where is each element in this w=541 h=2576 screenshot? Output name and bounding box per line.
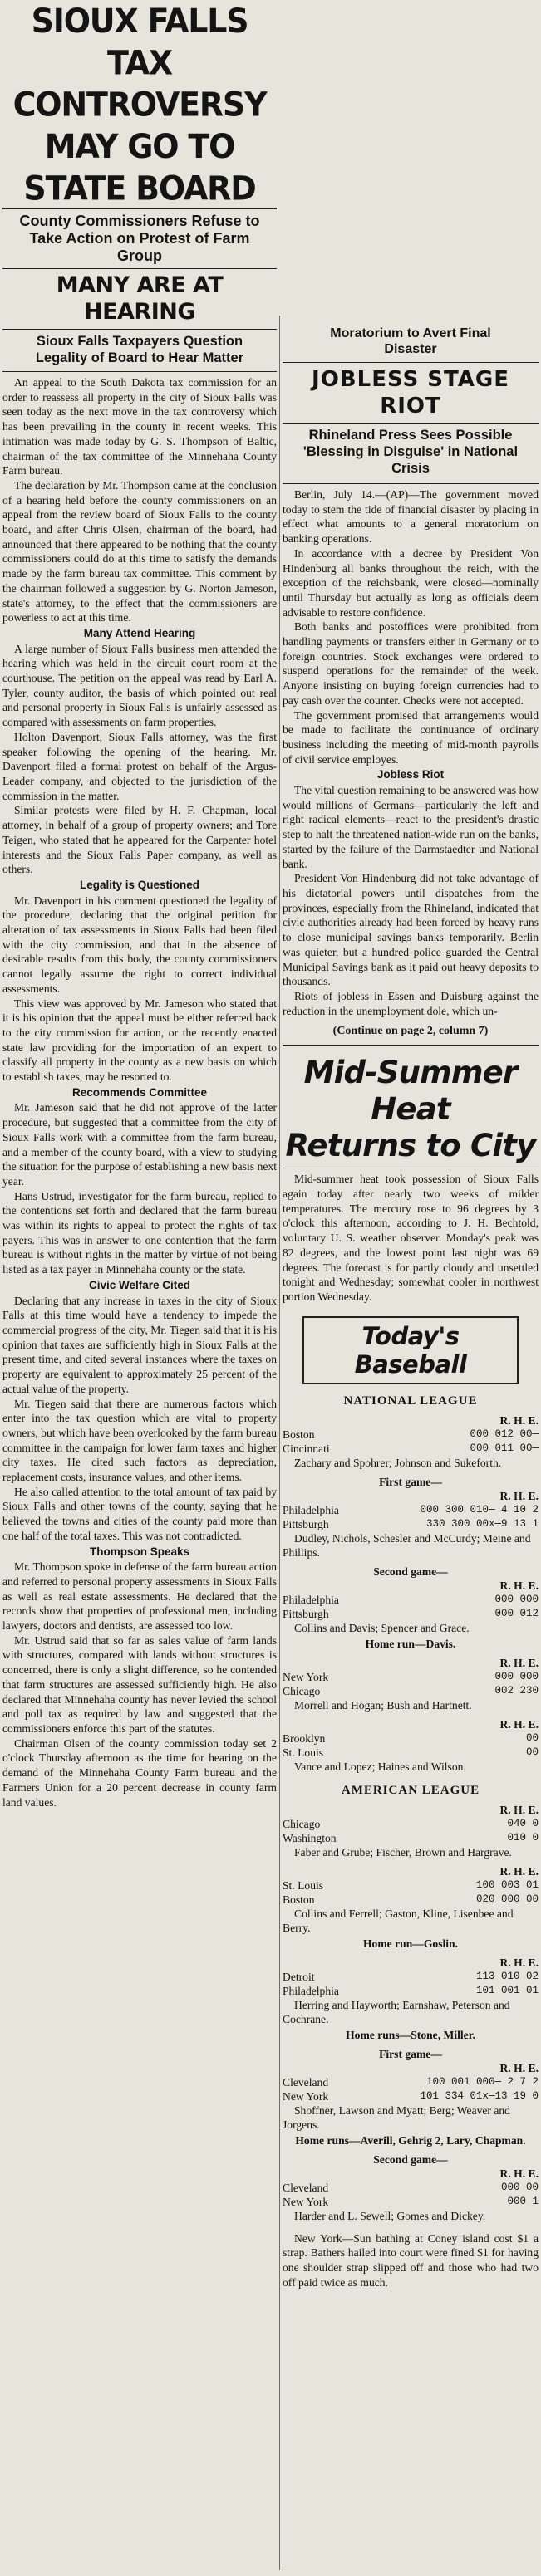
riot-deck: Rhineland Press Sees Possible 'Blessing in Disguise' in National Crisis	[302, 428, 519, 476]
heat-headline-line: Mid-Summer Heat	[303, 1055, 518, 1128]
heat-headline	[283, 1055, 539, 1164]
second-headline-rule	[2, 329, 277, 330]
team-name: Philadelphia	[283, 1593, 339, 1606]
paragraph: Both banks and postoffices were prohibited from handling payments or transfers either in Germany or to foreign countries. Stock exchanges were ordered to suspend operations for the remainder of the week. Anyone insisting on buying foreign currencies had to pay cash over the counter. Checks were not accepted.	[283, 620, 539, 707]
line-score: 000 000	[494, 1670, 539, 1682]
tax-second-headline: MANY ARE AT HEARING	[56, 272, 224, 325]
deck-rule	[2, 268, 277, 269]
home-runs: Home runs—Stone, Miller.	[346, 2028, 475, 2041]
team-name: Pittsburgh	[283, 1607, 329, 1620]
rhe-header: R. H. E.	[499, 1864, 539, 1878]
paragraph: New York—Sun bathing at Coney island cost $1 a strap. Bathers hailed into court were fined $1 for having one shoulder strap slipped off and those who had two off paid twice as much.	[283, 2231, 539, 2289]
paragraph: Mr. Davenport in his comment questioned the legality of the procedure, declaring that the original petition for alteration of tax assessments in Sioux Falls had been filed with the city commission, and that in the absence of desirable results from this body, the county commissioners cannot legally assume the right to correct individual assessments.	[2, 894, 277, 995]
game-label: Second game—	[373, 2152, 448, 2166]
tax-deck: County Commissioners Refuse to Take Action on Protest of Farm Group	[19, 213, 260, 264]
paragraph: Mr. Jameson said that he did not approve of the latter procedure, but suggested that a committee from the city of Sioux Falls work with a committee from the farm bureau, and a member of the county board, with a view to studying the situation for the purpose of establishing a new basis next year.	[2, 1101, 277, 1188]
team-name: New York	[283, 2089, 329, 2103]
line-score: 000 1	[507, 2195, 539, 2207]
team-name: Pittsburgh	[283, 1517, 329, 1530]
subhead: Jobless Riot	[376, 768, 445, 781]
paragraph: Chairman Olsen of the county commission today set 2 o'clock Thursday afternoon as the time for hearing on the demand of the Minnehaha County Farm bureau and the Farmers Union for a 20 percent decrease in county farm land values.	[2, 1736, 277, 1809]
rhe-header: R. H. E.	[499, 1489, 539, 1502]
line-score: 010 0	[507, 1831, 539, 1844]
subhead: Civic Welfare Cited	[88, 1278, 191, 1291]
tax-controversy-article	[2, 2, 277, 1810]
team-name: Chicago	[283, 1817, 321, 1830]
home-runs: Home run—Davis.	[365, 1637, 456, 1650]
team-line	[283, 1970, 539, 1984]
heat-article-body	[283, 1172, 539, 1304]
line-score: 00	[525, 1731, 539, 1744]
rhe-header: R. H. E.	[499, 2167, 539, 2180]
line-score: 000 011 00—	[470, 1442, 539, 1454]
rhe-header: R. H. E.	[499, 1579, 539, 1592]
paragraph: Similar protests were filed by H. F. Chapman, local attorney, in behalf of a group of property owners; and Tore Teigen, who stated that he appeared for the Carpenter hotel interests and the Sioux Falls Paper company, as well as others.	[2, 804, 277, 876]
heat-top-rule	[283, 1045, 539, 1046]
team-line	[283, 1878, 539, 1893]
game-label: First game—	[379, 2047, 442, 2060]
game-label: First game—	[379, 1475, 442, 1488]
tax-second-deck: Sioux Falls Taxpayers Question Legality of Board to Hear Matter	[35, 334, 244, 365]
paragraph: Berlin, July 14.—(AP)—The government moved today to stem the tide of financial disaster by placing in effect what amounts to a general moratorium on banking operations.	[283, 488, 539, 546]
team-line	[283, 2089, 539, 2103]
team-line	[283, 2181, 539, 2195]
team-line	[283, 2075, 539, 2089]
paragraph: The vital question remaining to be answered was how would millions of Germans—particularly the left and right radical elements—react to the president's drastic step to halt the threatened nation-wide run on the banks, started by the failure of the Darmstaedter und National bank.	[283, 784, 539, 870]
team-name: Philadelphia	[283, 1984, 339, 1997]
team-name: Detroit	[283, 1970, 315, 1983]
box-score	[283, 1656, 539, 1712]
team-line	[283, 1442, 539, 1456]
team-line	[283, 1517, 539, 1531]
national-league-heading: NATIONAL LEAGUE	[343, 1393, 478, 1408]
line-score: 000 012 00—	[470, 1428, 539, 1440]
riot-headline-rule	[283, 423, 539, 424]
box-score	[283, 1475, 539, 1560]
box-score	[283, 2152, 539, 2223]
paragraph: Mid-summer heat took possession of Sioux Falls again today after nearly two weeks of milder temperatures. The mercury rose to 96 degrees by 3 o'clock this afternoon, according to J. H. Bechtold, voluntary U. S. weather observer. Monday's peak was 82 degrees, and the lowest point last night was 69 degrees. The forecast is for partly cloudy and unsettled tonight and Wednesday; somewhat cooler in northwest portion Wednesday.	[283, 1173, 539, 1303]
team-name: Brooklyn	[283, 1731, 326, 1745]
subhead: Legality is Questioned	[79, 878, 200, 891]
american-league-heading: AMERICAN LEAGUE	[341, 1783, 480, 1797]
paragraph: Holton Davenport, Sioux Falls attorney, was the first speaker following the opening of the hearing. Mr. Davenport filed a formal protest on behalf of the Argus-Leader company, and objected to the jurisdiction of the commission in the matter.	[2, 730, 277, 802]
box-score	[283, 2047, 539, 2147]
home-runs: Home runs—Averill, Gehrig 2, Lary, Chapman.	[295, 2133, 526, 2147]
team-line	[283, 2195, 539, 2209]
column-rule	[279, 316, 280, 2570]
tax-article-body	[2, 375, 277, 1810]
rhe-header: R. H. E.	[499, 1656, 539, 1669]
team-name: Cleveland	[283, 2075, 329, 2089]
line-score: 100 003 01	[475, 1878, 539, 1891]
line-score: 113 010 02	[475, 1970, 539, 1982]
paragraph: An appeal to the South Dakota tax commission for an order to reassess all property in the city of Sioux Falls was seen today as the next move in the tax controversy which has been prevailing in the county in recent weeks. This intimation was made today by G. S. Thompson of Baltic, chairman of the tax committee of the Minnehaha County Farm bureau.	[2, 376, 277, 477]
moratorium-line: Moratorium to Avert Final	[330, 326, 491, 340]
paragraph: President Von Hindenburg did not take advantage of his dictatorial powers until dispatches from the provinces, especially from the Rhineland, indicated that civic authorities already had been forced by heavy runs to close municipal savings banks temporarily. Berlin was quieter, but a hundred police guarded the Central Municipal Savings bank as it paid out heavy deposits to thousands.	[283, 872, 539, 988]
moratorium-headline	[283, 326, 539, 357]
batteries: Dudley, Nichols, Schesler and McCurdy; Meine and Phillips.	[283, 1531, 531, 1559]
paragraph: The government promised that arrangements would be made to facilitate the continuance of ordinary business including the meeting of mid-month payrolls of civil service employes.	[283, 708, 539, 766]
paragraph: Mr. Thompson spoke in defense of the farm bureau action and referred to personal property assessments in Sioux Falls as well as real estate assessments. He declared that the records show that properties of professional men, including lawyers, doctors and dentists, are assessed too low.	[2, 1560, 277, 1633]
line-score: 101 001 01	[475, 1984, 539, 1996]
box-score	[283, 1864, 539, 1951]
heat-headline-line: Returns to City	[285, 1128, 536, 1164]
paragraph: The declaration by Mr. Thompson came at the conclusion of a hearing held before the county commissioners on an appeal from the review board of Sioux Falls to the county board, and after Chris Olsen, chairman of the board, had announced that there appeared to be nothing that the county commissioners could do at this time to satisfy the demands made by the farm bureau tax committee. This comment by the chairman followed a suggestion by G. Norton Jameson, state's attorney, to the effect that the commissioners are powerless to act at this time.	[2, 478, 277, 624]
batteries: Shoffner, Lawson and Myatt; Berg; Weaver and Jorgens.	[283, 2103, 510, 2131]
paragraph: Mr. Ustrud said that so far as sales value of farm lands with structures, compared with lands without structures is concerned, there is only a slight difference, so he contended that farm structures are assessed sufficiently high. He also declared that Minnehaha county has never levied the school and poll tax as required by law and suggested that the commissioners enforce this part of the statutes.	[2, 1633, 277, 1735]
paragraph: Hans Ustrud, investigator for the farm bureau, replied to the contentions set forth and declared that the farm bureau was within its rights to appeal to protect the rights of tax payers. This was in answer to one contention that the farm bureau is without rights in the matter by virtue of not being listed as a tax payer in Minnehaha county or the state.	[2, 1189, 277, 1276]
line-score: 000 000	[494, 1593, 539, 1605]
paragraph: Riots of jobless in Essen and Duisburg against the reduction in the unemployment dole, which un-	[283, 989, 539, 1017]
team-name: Washington	[283, 1831, 337, 1844]
team-line	[283, 1984, 539, 1998]
line-score: 00	[525, 1746, 539, 1758]
line-score: 020 000 00	[475, 1893, 539, 1905]
riot-article-body	[283, 487, 539, 1018]
paragraph: He also called attention to the total amount of tax paid by Sioux Falls and other towns of the county, saying that he believed the towns and cities of the county paid more than one half of the total taxes. This was not contradicted.	[2, 1485, 277, 1542]
home-runs: Home run—Goslin.	[362, 1937, 459, 1950]
box-score	[283, 1956, 539, 2042]
moratorium-line: Disaster	[384, 342, 437, 356]
riot-top-rule	[283, 362, 539, 363]
national-league-games	[283, 1413, 539, 1774]
batteries: Herring and Hayworth; Earnshaw, Peterson and Cochrane.	[283, 1998, 510, 2025]
team-name: Boston	[283, 1428, 315, 1441]
rhe-header: R. H. E.	[499, 1717, 539, 1731]
batteries: Faber and Grube; Fischer, Brown and Hargrave.	[294, 1845, 512, 1859]
line-score: 002 230	[494, 1684, 539, 1697]
batteries: Morrell and Hogan; Bush and Hartnett.	[294, 1698, 472, 1712]
batteries: Collins and Ferrell; Gaston, Kline, Lisenbee and Berry.	[283, 1907, 514, 1934]
team-line	[283, 1831, 539, 1845]
team-line	[283, 1503, 539, 1517]
team-name: Cleveland	[283, 2181, 329, 2194]
rhe-header: R. H. E.	[499, 1803, 539, 1816]
right-column	[283, 326, 539, 2290]
batteries: Zachary and Spohrer; Johnson and Sukeforth.	[294, 1456, 502, 1469]
team-line	[283, 1893, 539, 1907]
line-score: 000 300 010— 4 10 2	[420, 1503, 539, 1516]
box-score	[283, 1413, 539, 1470]
riot-deck-rule	[283, 483, 539, 484]
batteries: Harder and L. Sewell; Gomes and Dickey.	[294, 2209, 486, 2222]
subhead: Thompson Speaks	[89, 1545, 190, 1558]
team-line	[283, 1428, 539, 1442]
riot-headline: JOBLESS STAGE RIOT	[312, 367, 509, 419]
rhe-header: R. H. E.	[499, 1956, 539, 1969]
team-name: St. Louis	[283, 1878, 324, 1892]
line-score: 100 001 000— 2 7 2	[425, 2075, 539, 2088]
box-score	[283, 1803, 539, 1859]
team-name: New York	[283, 2195, 329, 2208]
coney-island-item	[283, 2231, 539, 2290]
paragraph: A large number of Sioux Falls business men attended the hearing which was held in the circuit court room at the courthouse. The petition on the appeal was read by Earl A. Tyler, county auditor, the basis of which pointed out real and personal property in Sioux Falls is unfairly assessed as compared with assessments on farm properties.	[2, 642, 277, 729]
team-name: St. Louis	[283, 1746, 324, 1759]
team-line	[283, 1607, 539, 1621]
line-score: 040 0	[507, 1817, 539, 1829]
team-line	[283, 1684, 539, 1698]
team-line	[283, 1817, 539, 1831]
tax-headline: SIOUX FALLS TAX CONTROVERSY MAY GO TO STATE BOARD	[12, 2, 267, 208]
paragraph: Mr. Tiegen said that there are numerous factors which enter into the tax question which are vital to property owners, but which have been overlooked by the farm bureau committee in the campaign for lower farm taxes and higher city taxes. He cited such factors as depreciation, replacement costs, insurance values, and other items.	[2, 1397, 277, 1484]
continued-note: (Continue on page 2, column 7)	[332, 1025, 489, 1038]
team-name: Cincinnati	[283, 1442, 330, 1455]
team-line	[283, 1670, 539, 1684]
line-score: 330 300 00x—9 13 1	[425, 1517, 539, 1530]
baseball-title-box: Today's Baseball	[302, 1316, 519, 1384]
body-start-rule	[2, 371, 277, 372]
team-line	[283, 1731, 539, 1746]
team-name: Chicago	[283, 1684, 321, 1697]
team-name: New York	[283, 1670, 329, 1683]
subhead: Recommends Committee	[71, 1085, 208, 1099]
game-label: Second game—	[373, 1565, 448, 1578]
line-score: 000 012	[494, 1607, 539, 1619]
team-line	[283, 1593, 539, 1607]
team-line	[283, 1746, 539, 1760]
batteries: Vance and Lopez; Haines and Wilson.	[294, 1760, 466, 1773]
box-score	[283, 1717, 539, 1774]
line-score: 000 00	[500, 2181, 539, 2193]
team-name: Boston	[283, 1893, 315, 1906]
american-league-games	[283, 1803, 539, 2223]
paragraph: Declaring that any increase in taxes in the city of Sioux Falls at this time would have a tendency to impede the commercial progress of the city, Mr. Tiegen said that it is his opinion that taxes are sufficiently high in Sioux Falls at the present time, and cited several instances where the taxes on property are equivalent to approximately 25 percent of the actual value of the property.	[2, 1294, 277, 1395]
paragraph: This view was approved by Mr. Jameson who stated that it is his opinion that the appeal must be either referred back to the city commission for action, or the recently enacted state law providing for the importation of an expert to classify all property in the county as a new basis on which to establish taxes, may be resorted to.	[2, 997, 277, 1084]
rhe-header: R. H. E.	[499, 2061, 539, 2074]
rhe-header: R. H. E.	[499, 1413, 539, 1427]
paragraph: In accordance with a decree by President Von Hindenburg all banks throughout the reich, with the exception of the reichsbank, were closed—nominally until Thursday but actually as long as officials deem advisable to restore confidence.	[283, 546, 539, 619]
batteries: Collins and Davis; Spencer and Grace.	[294, 1621, 470, 1634]
box-score	[283, 1565, 539, 1651]
subhead: Many Attend Hearing	[83, 626, 196, 639]
line-score: 101 334 01x—13 19 0	[420, 2089, 539, 2102]
team-name: Philadelphia	[283, 1503, 339, 1516]
